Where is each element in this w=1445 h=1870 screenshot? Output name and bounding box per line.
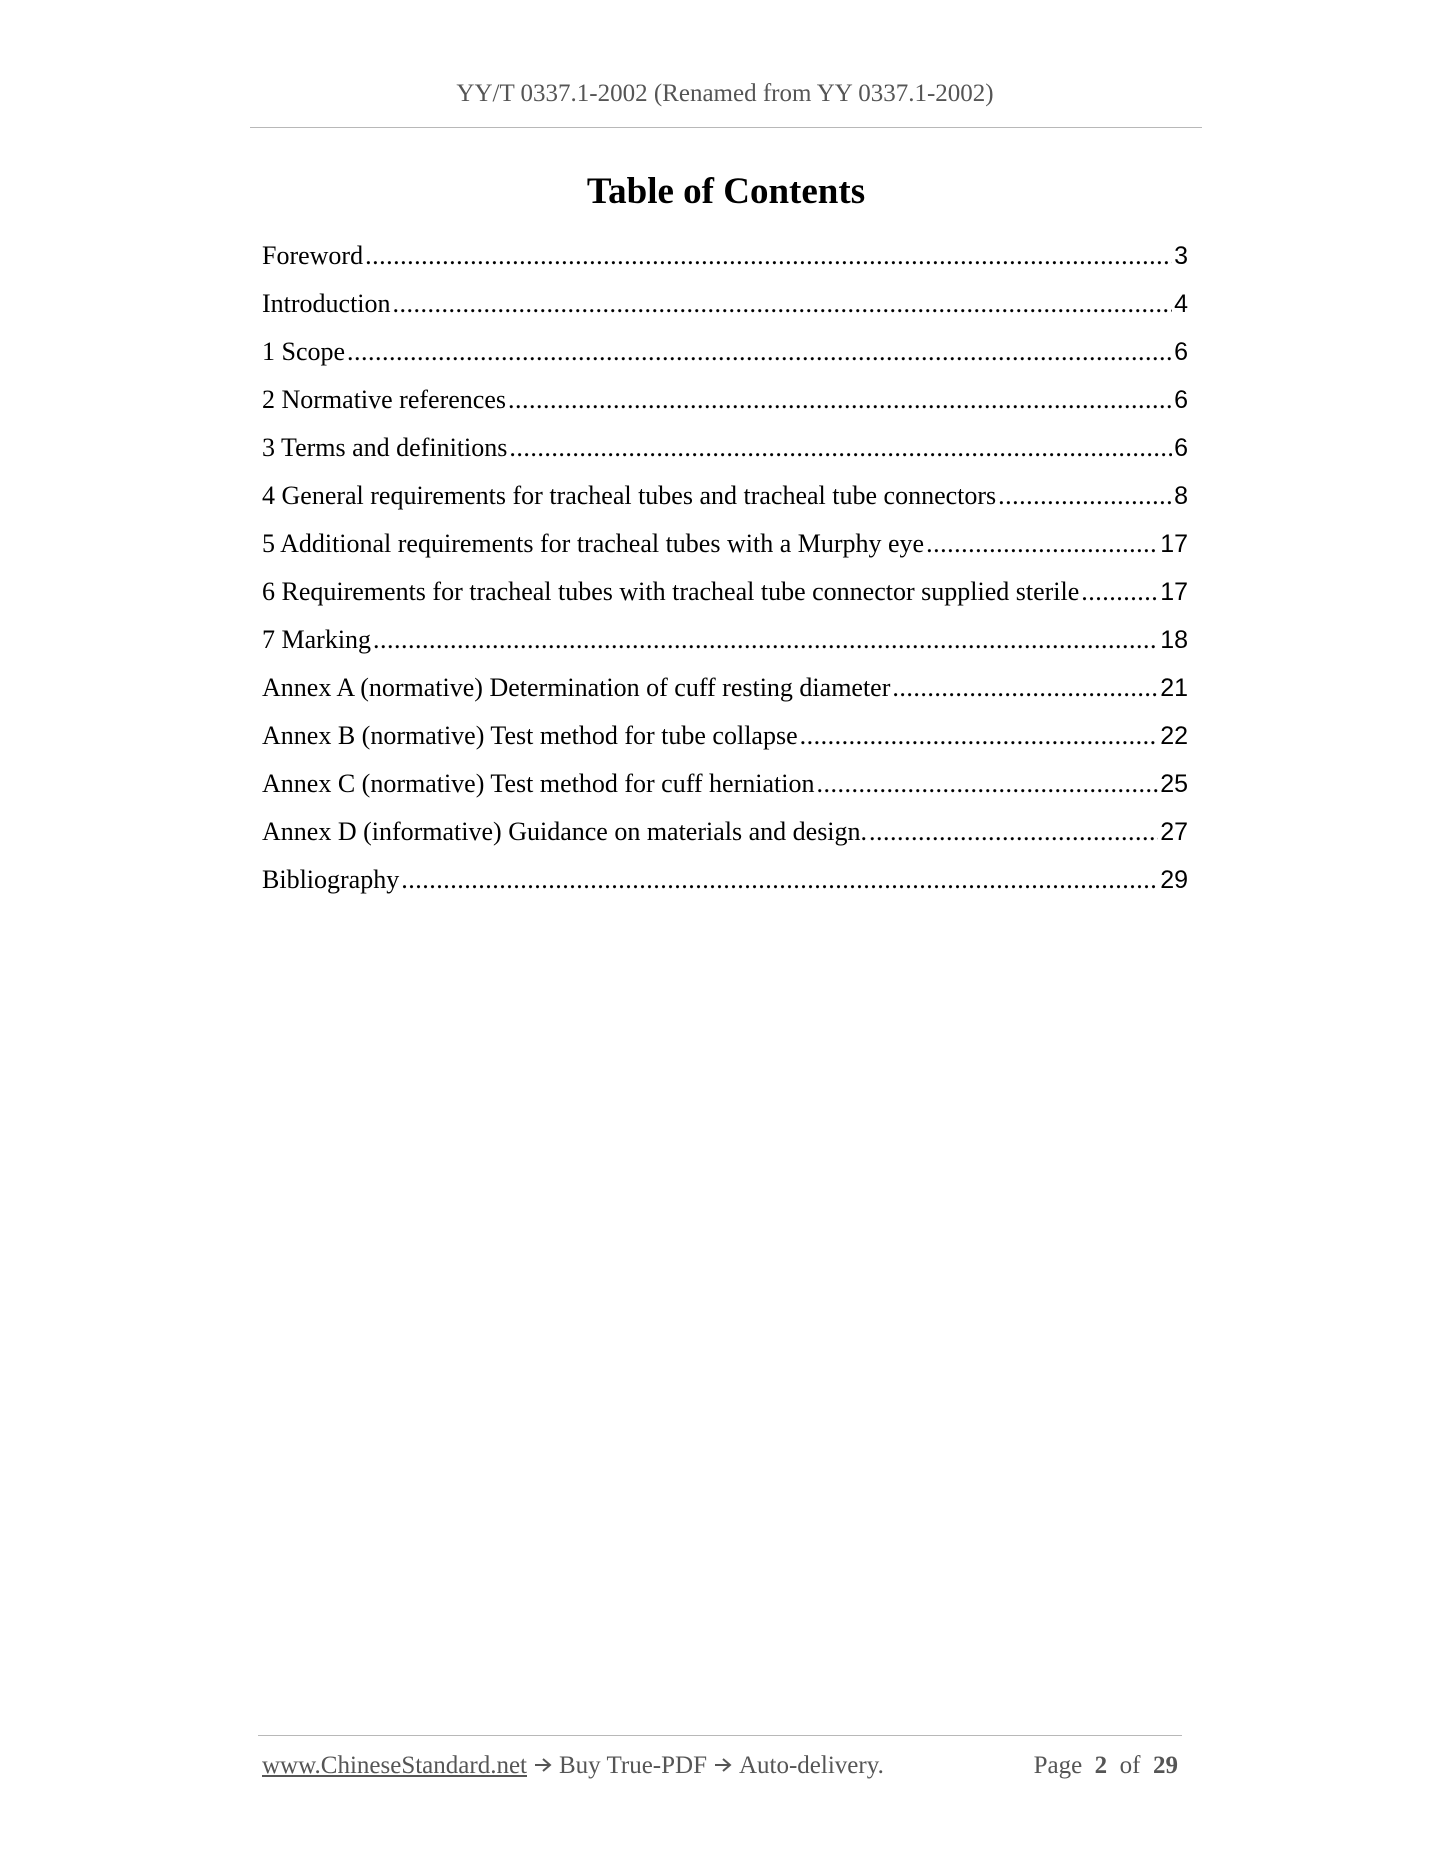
auto-delivery-text: Auto-delivery. [738,1752,884,1779]
current-page: 2 [1094,1752,1108,1779]
toc-entry-page: 6 [1174,434,1188,462]
page-number [1034,1752,1178,1780]
buy-pdf-text: Buy True-PDF [559,1752,707,1779]
toc-entry-label: Annex D (informative) Guidance on materials and design. [262,817,868,846]
toc-entry-label: Annex C (normative) Test method for cuff herniation [262,769,815,798]
dot-leader [365,232,1172,280]
toc-entry[interactable] [262,856,1188,904]
website-link[interactable]: www.ChineseStandard.net [262,1752,527,1779]
toc-entry-label: Bibliography [262,865,400,894]
toc-entry-page: 8 [1174,482,1188,510]
toc-entry[interactable] [262,808,1188,856]
toc-entry-page: 18 [1160,626,1188,654]
toc-entry-page: 17 [1160,578,1188,606]
dot-leader [393,280,1173,328]
toc-entry-page: 29 [1160,866,1188,894]
toc-entry-page: 25 [1160,770,1188,798]
toc-entry-page: 22 [1160,722,1188,750]
dot-leader [869,808,1158,856]
page-footer [262,1752,1178,1780]
toc-entry[interactable] [262,280,1188,328]
toc-entry[interactable] [262,472,1188,520]
toc-entry-label: 2 Normative references [262,385,506,414]
toc-entry-label: 1 Scope [262,337,346,366]
toc-entry-page: 6 [1174,338,1188,366]
dot-leader [816,760,1158,808]
toc-entry[interactable] [262,424,1188,472]
toc-entry-label: 4 General requirements for tracheal tubes and tracheal tube connectors [262,481,997,510]
dot-leader [347,328,1172,376]
toc-entry[interactable] [262,760,1188,808]
toc-entry-page: 3 [1174,242,1188,270]
dot-leader [892,664,1158,712]
toc-entry[interactable] [262,232,1188,280]
page-word: Page [1033,1752,1083,1779]
dot-leader [1081,568,1158,616]
toc-entry[interactable] [262,520,1188,568]
toc-entry[interactable] [262,328,1188,376]
toc-entry[interactable] [262,376,1188,424]
dot-leader [508,376,1172,424]
toc-entry[interactable] [262,712,1188,760]
toc-title: Table of Contents [586,171,866,212]
toc-entry[interactable] [262,616,1188,664]
header-divider [250,127,1202,128]
running-header: YY/T 0337.1-2002 (Renamed from YY 0337.1-2002) [456,80,994,107]
total-pages: 29 [1153,1752,1178,1779]
dot-leader [800,712,1159,760]
footer-promo [262,1752,884,1780]
toc-entry-page: 17 [1160,530,1188,558]
dot-leader [998,472,1172,520]
toc-entry[interactable] [262,664,1188,712]
toc-entry-label: 3 Terms and definitions [262,433,508,462]
toc-entry[interactable] [262,568,1188,616]
toc-entry-label: Annex B (normative) Test method for tube collapse [262,721,798,750]
toc-entry-label: 5 Additional requirements for tracheal tubes with a Murphy eye [262,529,925,558]
toc-entry-label: Annex A (normative) Determination of cuff resting diameter [262,673,891,702]
footer-divider [258,1735,1182,1736]
dot-leader [509,424,1172,472]
toc-entry-page: 27 [1160,818,1188,846]
arrow-right-icon [713,1757,733,1773]
toc-entry-page: 4 [1174,290,1188,318]
of-word: of [1119,1752,1141,1779]
dot-leader [926,520,1158,568]
toc-entry-label: 6 Requirements for tracheal tubes with tracheal tube connector supplied sterile [262,577,1080,606]
dot-leader [401,856,1158,904]
toc-entry-label: Foreword [262,241,364,270]
toc-entry-label: Introduction [262,289,391,318]
toc-entry-label: 7 Marking [262,625,372,654]
toc-entry-page: 21 [1160,674,1188,702]
arrow-right-icon [533,1757,553,1773]
dot-leader [373,616,1158,664]
toc-entry-page: 6 [1174,386,1188,414]
toc-list [262,232,1188,904]
